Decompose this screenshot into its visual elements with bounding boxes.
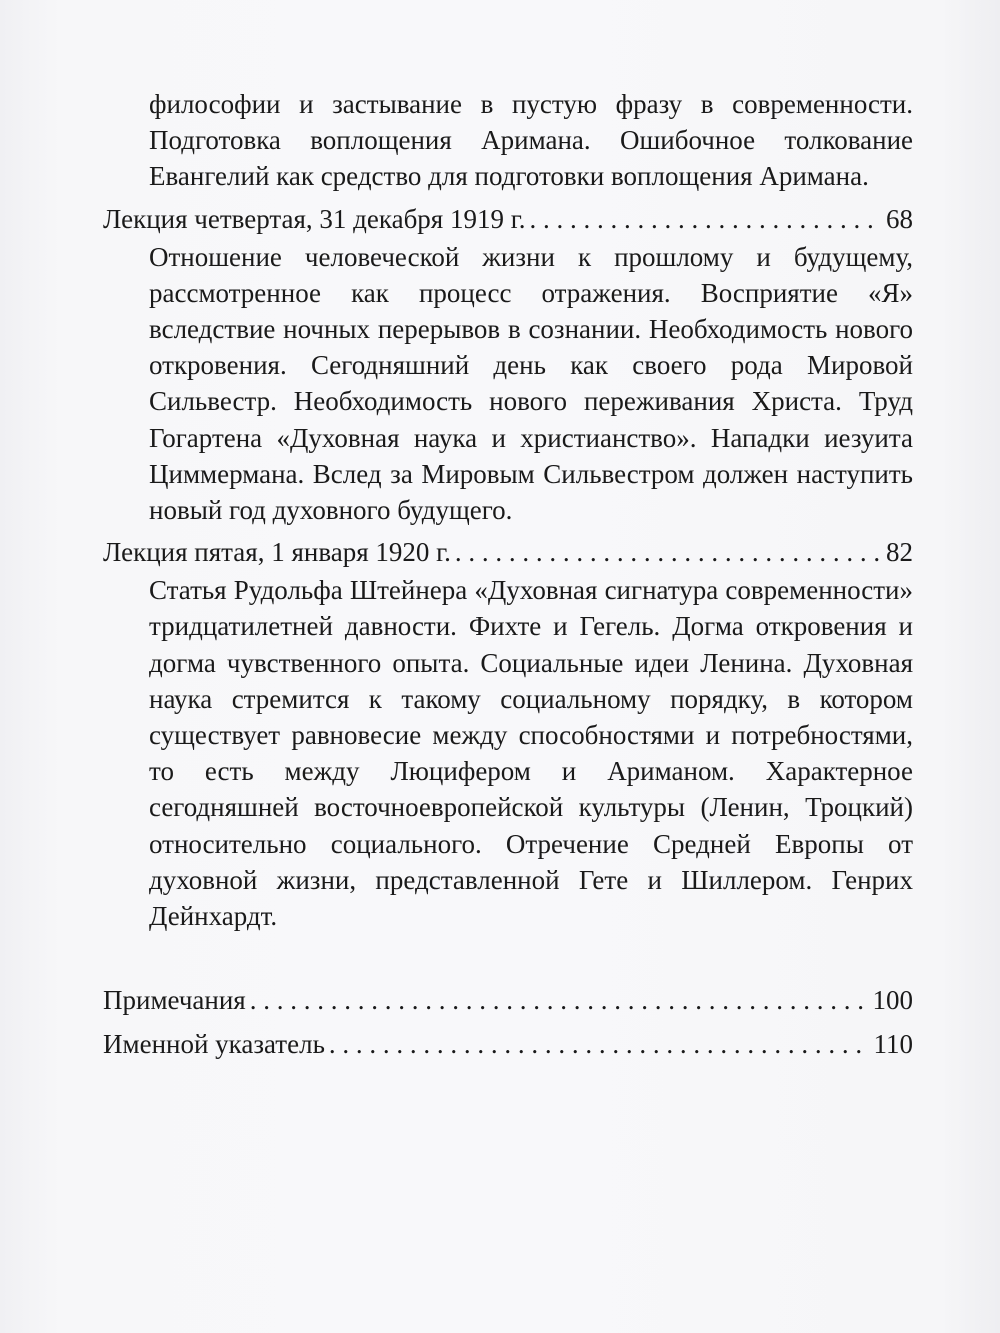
dot-leader [329, 1026, 870, 1062]
table-of-contents [103, 86, 913, 1070]
toc-entry-page-number: 82 [886, 537, 913, 568]
back-matter [103, 982, 913, 1062]
toc-entry-page-number: 68 [886, 203, 913, 234]
toc-entry-lecture-4 [103, 201, 913, 237]
toc-entry-lecture-5 [103, 534, 913, 570]
toc-entry-page-number: 100 [872, 985, 913, 1016]
lecture-3-summary-continuation: философии и застывание в пустую фразу в современности. Подготовка воплощения Аримана. Ошибочное толкование Евангелий как средство для подготовки воплощения Аримана. [149, 89, 913, 192]
toc-entry-title: Лекция пятая, 1 января 1920 г. [103, 537, 451, 568]
dot-leader [250, 982, 869, 1018]
toc-entry-notes [103, 982, 913, 1018]
toc-entry-title: Именной указатель [103, 1029, 325, 1060]
dot-leader [455, 534, 882, 570]
toc-entry-index [103, 1026, 913, 1062]
toc-entry-title: Примечания [103, 985, 246, 1016]
section-gap [103, 934, 913, 982]
toc-entry-title: Лекция четвертая, 31 декабря 1919 г. [103, 203, 526, 234]
lecture-5-summary: Статья Рудольфа Штейнера «Духовная сигнатура современности» тридцатилетней давности. Фихте и Гегель. Догма откровения и догма чувственного опыта. Социальные идеи Ленина. Духовная наука стремится к такому социальному порядку, в котором существует равновесие между способностями и потребностями, то есть между Люцифером и Ариманом. Характерное сегодняшней восточноевропейской культуры (Ленин, Троцкий) относительно социального. Отречение Средней Европы от духовной жизни, представленной Гете и Шиллером. Генрих Дейнхардт. [149, 575, 913, 932]
lecture-4-summary: Отношение человеческой жизни к прошлому и будущему, рассмотренное как процесс отражения. Восприятие «Я» вследствие ночных перерывов в сознании. Необходимость нового откровения. Сегодняшний день как своего рода Мировой Сильвестр. Необходимость нового переживания Христа. Труд Гогартена «Духовная наука и христианство». Нападки иезуита Циммермана. Вслед за Мировым Сильвестром должен наступить новый год духовного будущего. [149, 241, 913, 526]
dot-leader [530, 201, 882, 237]
toc-entry-page-number: 110 [873, 1029, 913, 1060]
